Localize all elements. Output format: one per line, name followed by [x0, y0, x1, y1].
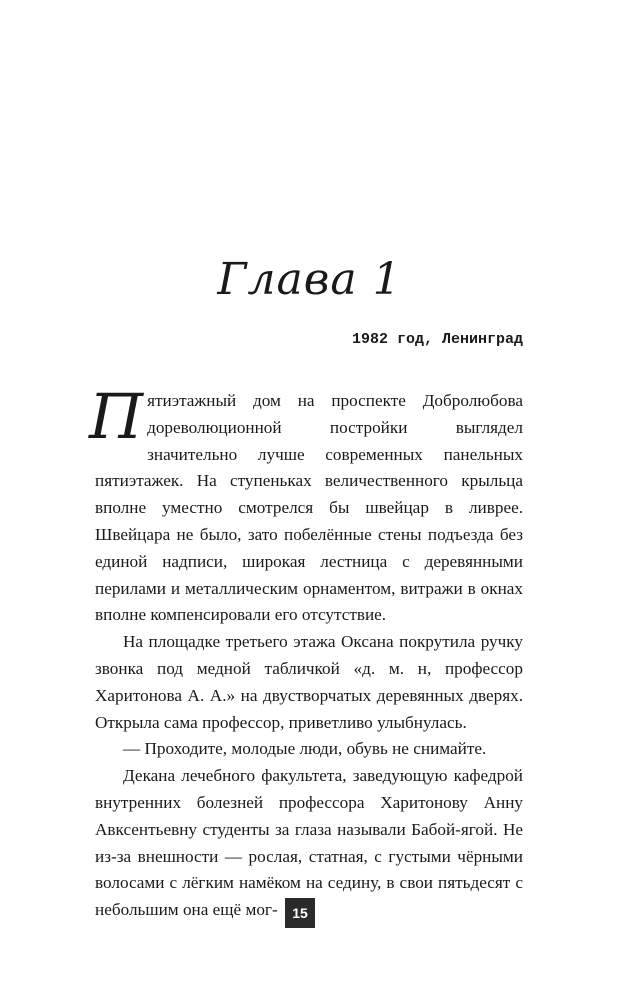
- paragraph-1: [89, 380, 523, 629]
- chapter-dateline: 1982 год, Ленинград: [351, 331, 523, 348]
- drop-cap: П: [89, 380, 144, 453]
- paragraph-3: — Проходите, молодые люди, обувь не снимайте.: [123, 739, 487, 759]
- paragraph-2: На площадке третьего этажа Оксана покрутила ручку звонка под медной табличкой «д. м. н, профессор Харитонова А. А.» на двустворчатых деревянных дверях. Открыла сама профессор, приветливо улыбнулась.: [95, 632, 523, 732]
- chapter-title: Глава 1: [217, 254, 402, 305]
- paragraph-1-text: ятиэтажный дом на проспекте Добролюбова дореволюционной постройки выглядел значительно лучше современных панельных пятиэтажек. На ступеньках величественного крыльца вполне уместно смотрелся бы швейцар в ливрее. Швейцара не было, зато побелённые стены подъезда без единой надписи, широкая лестница с деревянными перилами и металлическим орнаментом, витражи в окнах вполне компенсировали его отсутствие.: [95, 391, 523, 625]
- chapter-body: [89, 380, 523, 924]
- page-number: 15: [285, 898, 315, 928]
- paragraph-4: Декана лечебного факультета, заведующую кафедрой внутренних болезней профессора Харитонову Анну Авксентьевну студенты за глаза называли Бабой-ягой. Не из-за внешности — рослая, статная, с густыми чёрными волосами с лёгким намёком на седину, в свои пятьдесят с небольшим она ещё мог-: [95, 766, 523, 920]
